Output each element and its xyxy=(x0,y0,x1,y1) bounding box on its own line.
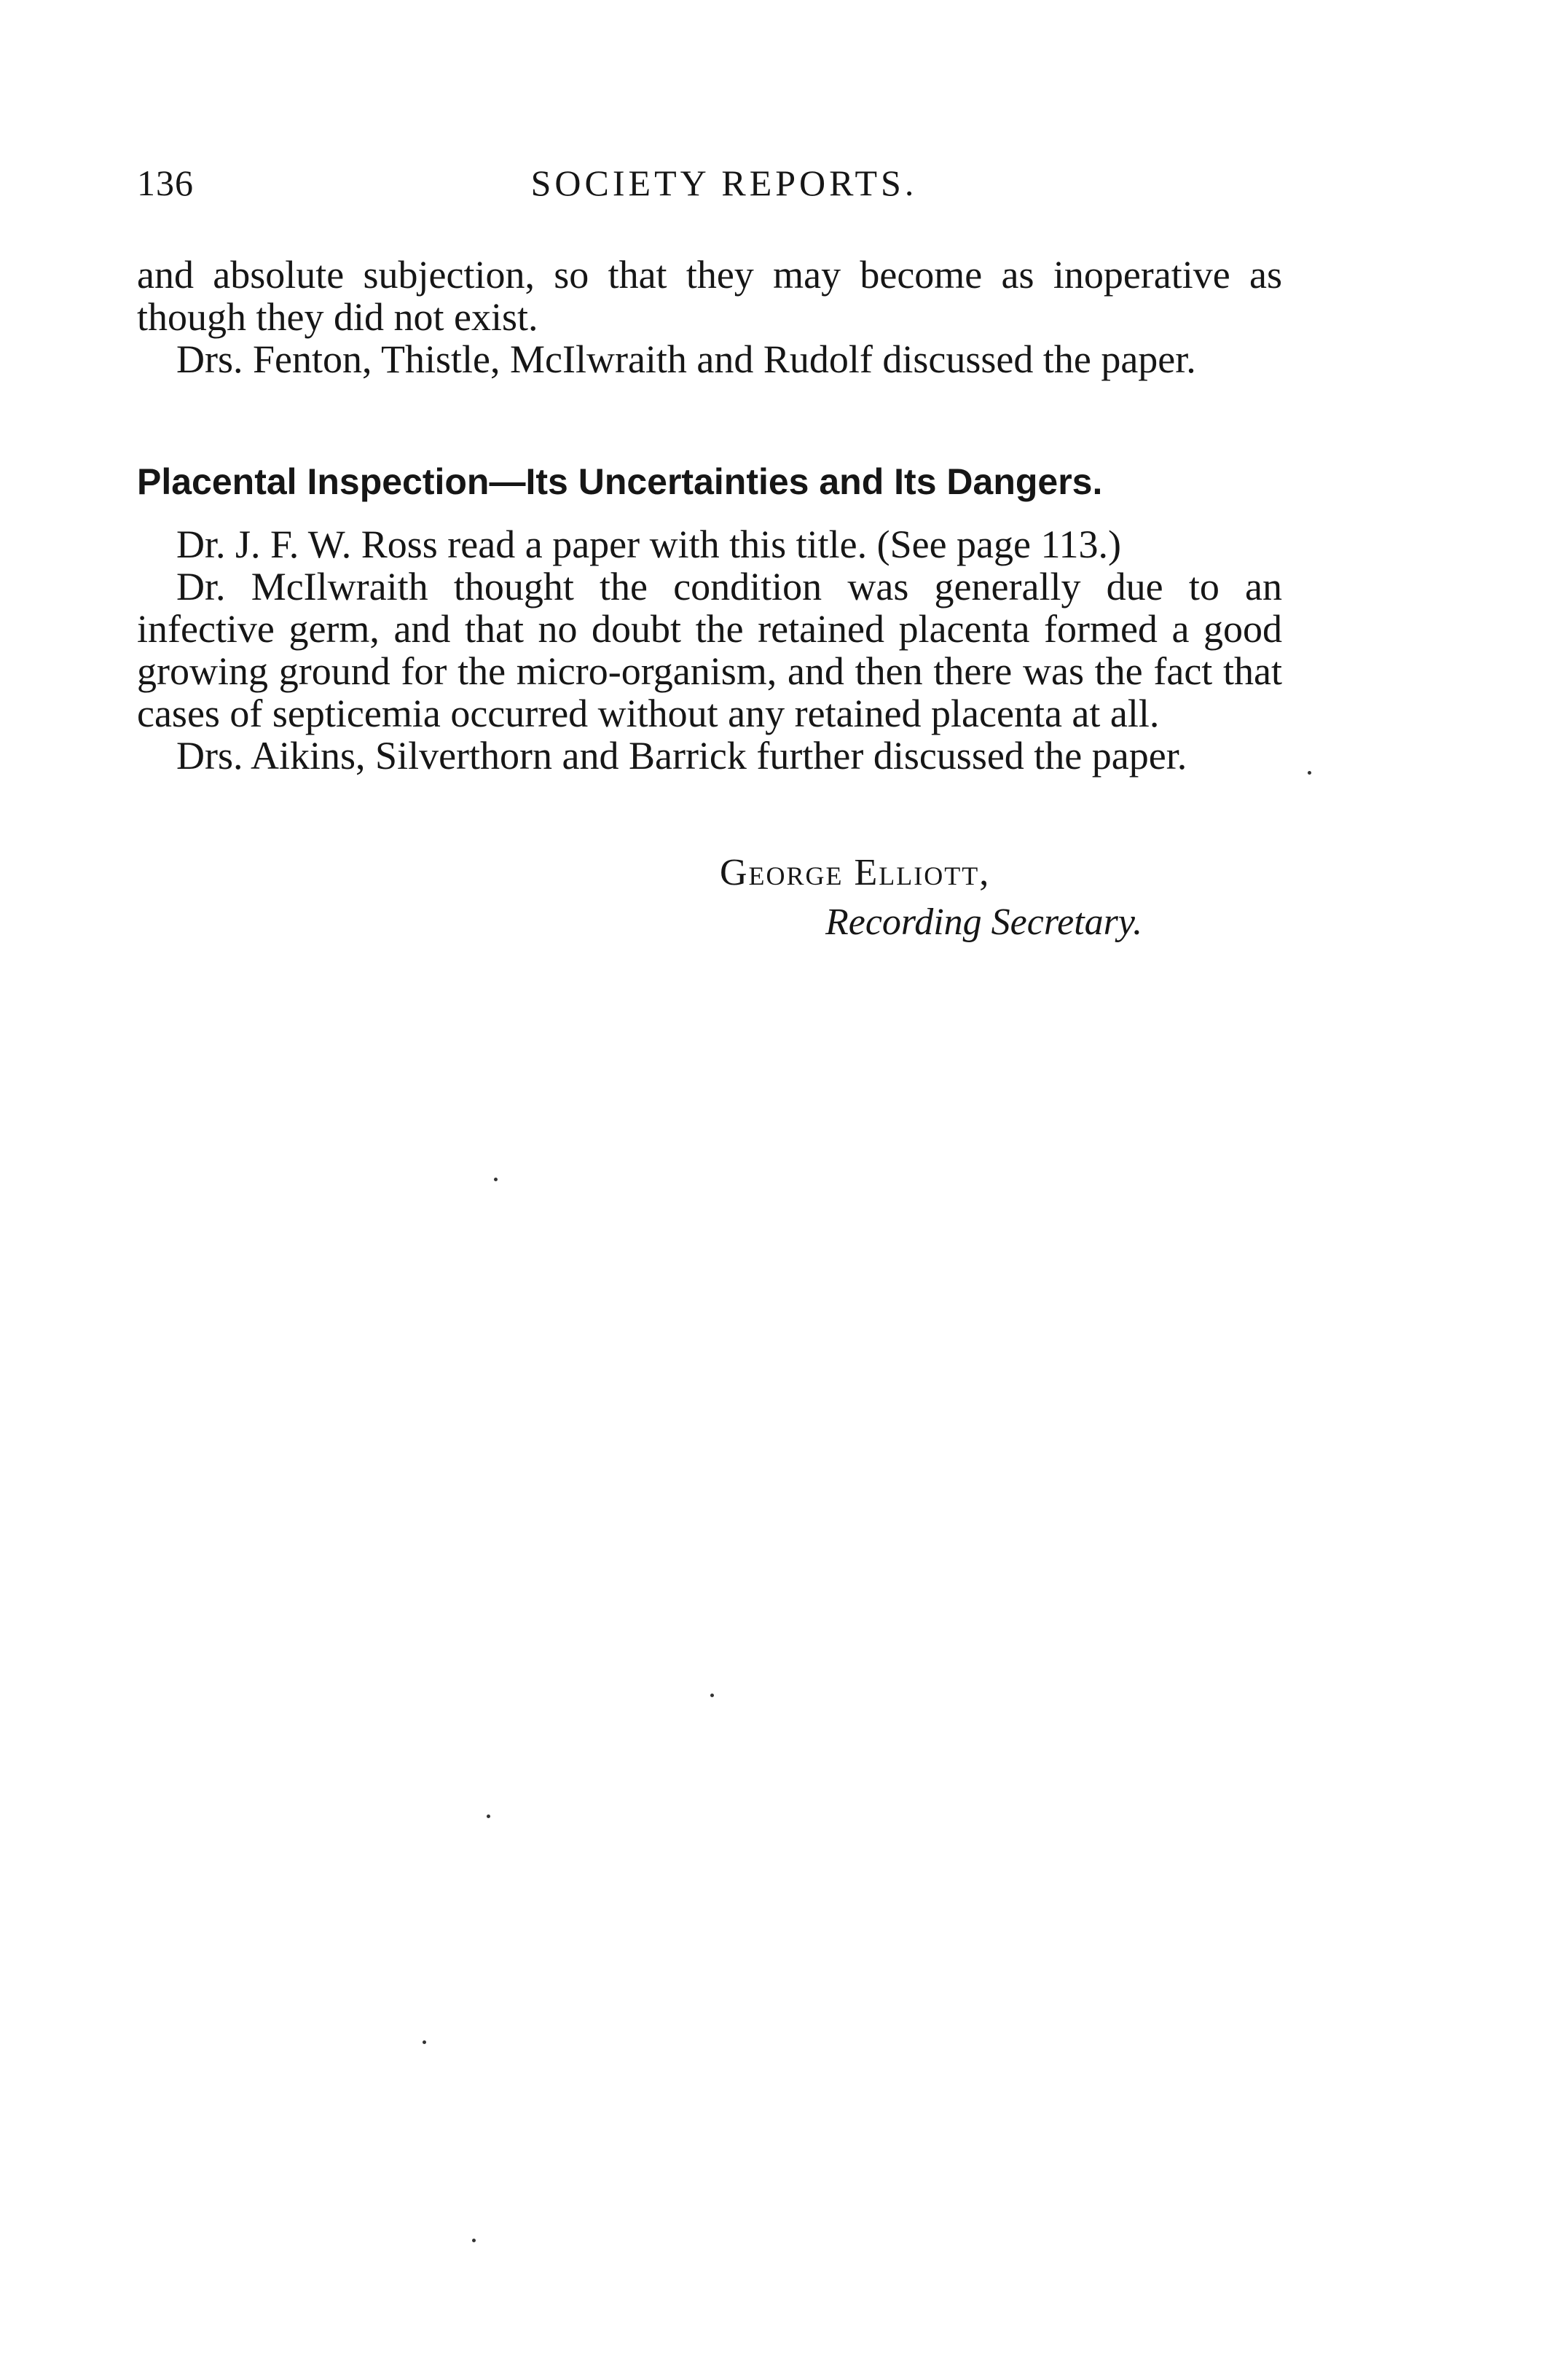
section-paragraph-2: Dr. McIlwraith thought the condition was generally due to an infective germ, and that no doubt the retained placenta formed a good growing ground for the micro-organism, and then there was the fact that cases of septicemia occurred without any retained placenta at all. xyxy=(137,565,1282,735)
scan-speck xyxy=(487,1815,490,1818)
discussion-paragraph: Drs. Fenton, Thistle, McIlwraith and Rudolf discussed the paper. xyxy=(176,337,1196,381)
scan-speck xyxy=(1308,771,1311,775)
scan-speck xyxy=(472,2239,476,2242)
section-heading: Placental Inspection—Its Uncertainties and Its Dangers. xyxy=(137,461,1103,502)
scan-speck xyxy=(710,1694,714,1697)
page-header xyxy=(137,162,1282,213)
section-text xyxy=(137,523,1282,777)
page-number: 136 xyxy=(137,163,194,203)
scan-speck xyxy=(494,1178,498,1181)
running-head: SOCIETY REPORTS. xyxy=(530,163,918,203)
signature-title: Recording Secretary. xyxy=(825,901,1143,943)
continuation-text xyxy=(137,254,1282,380)
section-paragraph-1: Dr. J. F. W. Ross read a paper with this title. (See page 113.) xyxy=(176,522,1121,566)
scan-speck xyxy=(423,2040,426,2044)
signature-name: George Elliott, xyxy=(720,852,991,893)
continuation-paragraph: and absolute subjection, so that they may become as inoperative as though they did not exist. xyxy=(137,253,1282,339)
section-paragraph-3: Drs. Aikins, Silverthorn and Barrick further discussed the paper. xyxy=(176,734,1187,778)
